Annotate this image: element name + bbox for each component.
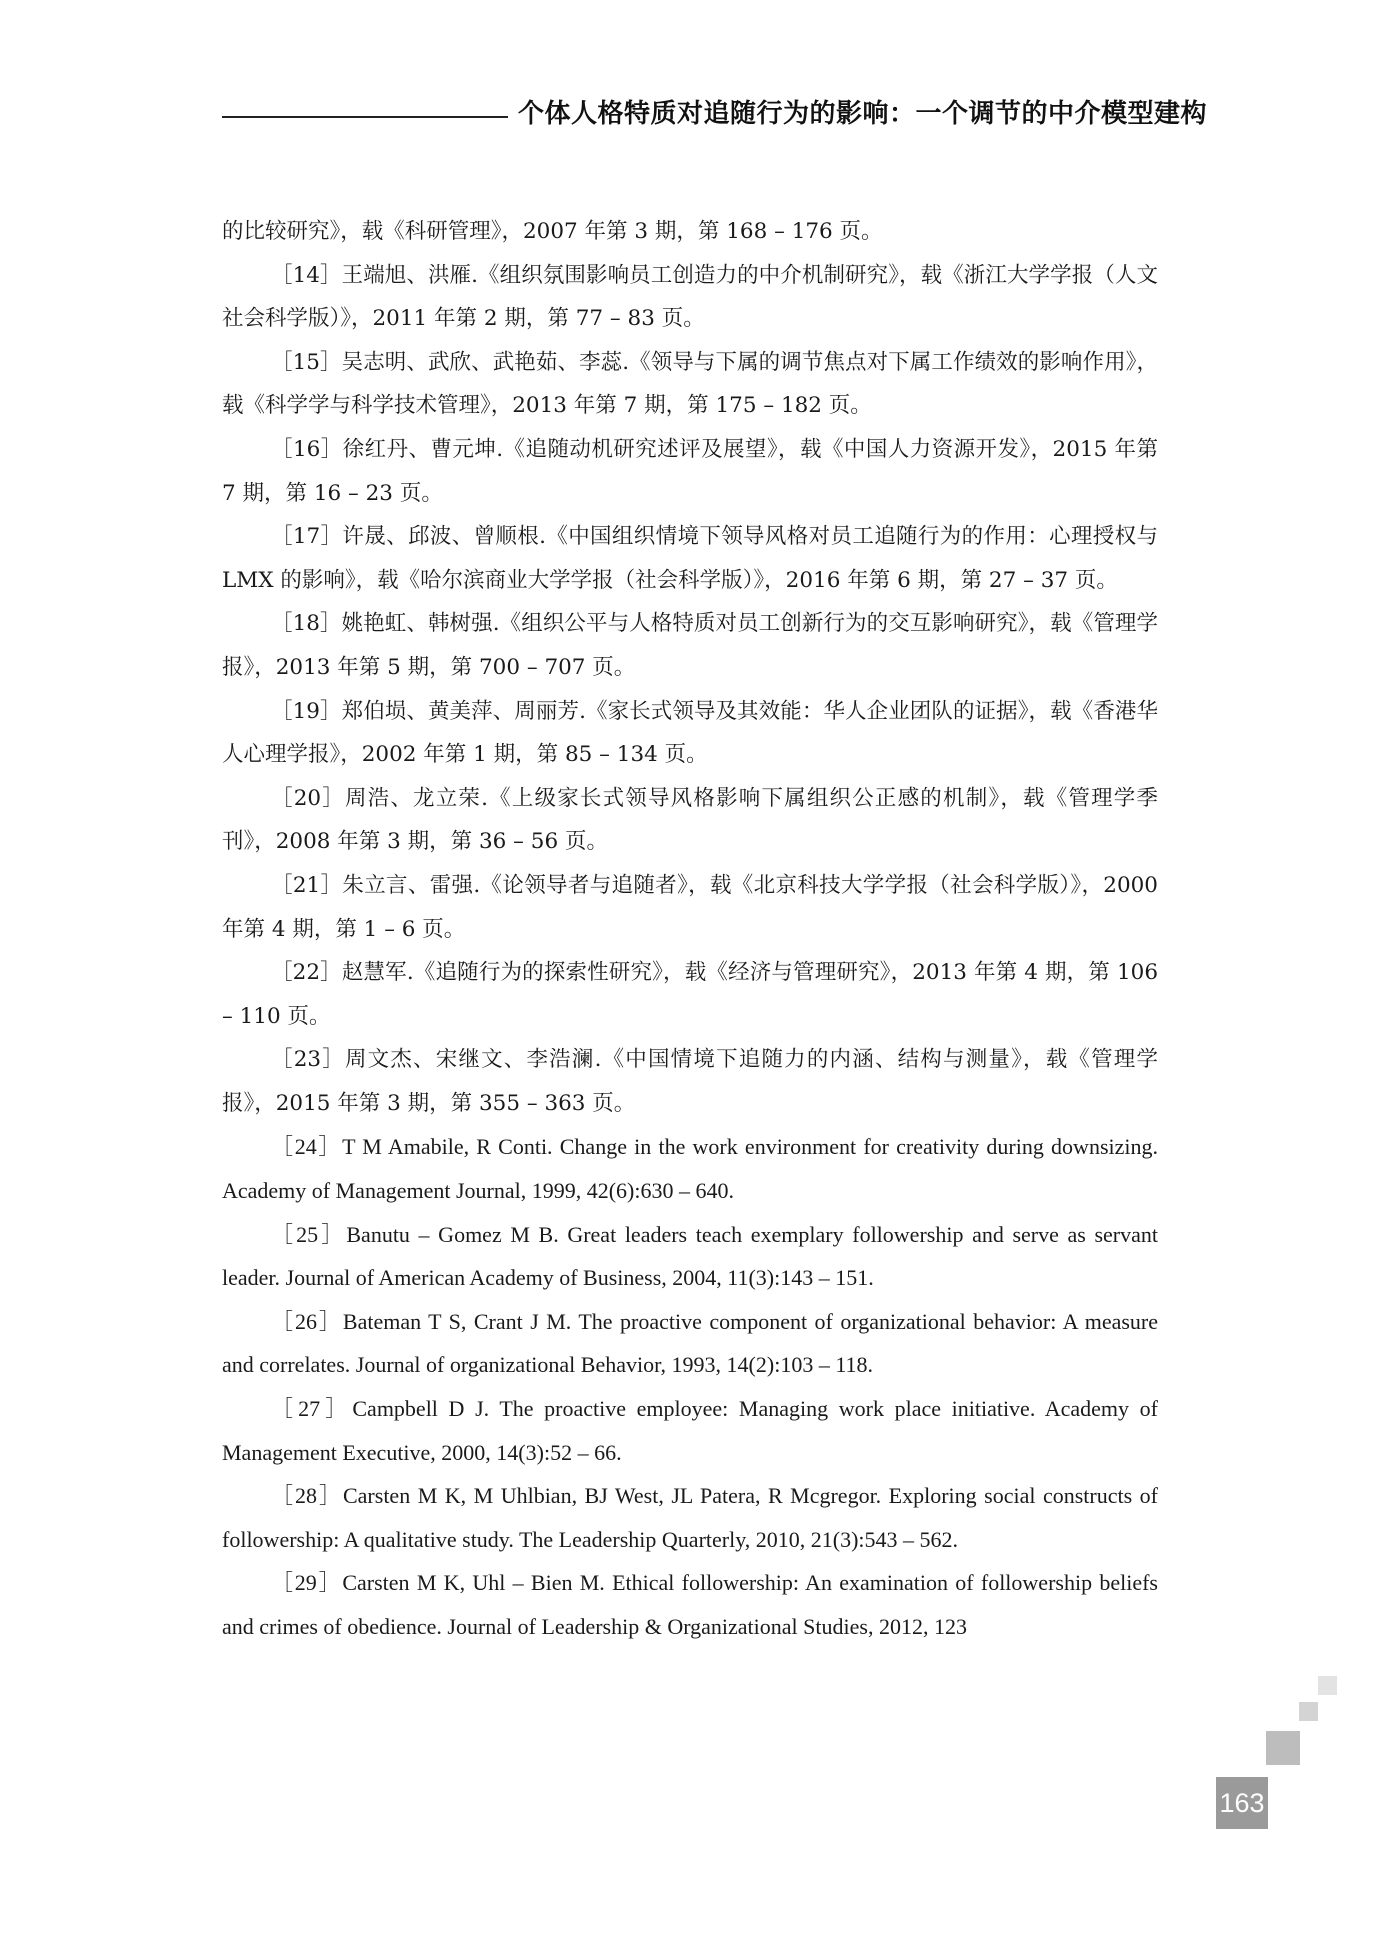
reference-item: ［28］Carsten M K, M Uhlbian, BJ West, JL Patera, R Mcgregor. Exploring social constructs of followership: A qualitative study. The Leadership Quarterly, 2010, 21(3):543 – 562.: [222, 1483, 1158, 1552]
reference-item: ［27］Campbell D J. The proactive employee: Managing work place initiative. Academy of Management Executive, 2000, 14(3):52 – 66.: [222, 1396, 1158, 1465]
reference-list: [222, 210, 1158, 1649]
reference-item: ［26］Bateman T S, Crant J M. The proactive component of organizational behavior: A measure and correlates. Journal of organizational Behavior, 1993, 14(2):103 – 118.: [222, 1308, 1158, 1378]
reference-item: ［23］周文杰、宋继文、李浩澜.《中国情境下追随力的内涵、结构与测量》，载《管理学报》，2015 年第 3 期，第 355 – 363 页。: [222, 1047, 1158, 1116]
decorative-square-small: [1318, 1676, 1337, 1695]
decorative-square-large: [1266, 1731, 1300, 1765]
reference-item: ［29］Carsten M K, Uhl – Bien M. Ethical followership: An examination of followership beliefs and crimes of obedience. Journal of Leadership & Organizational Studies, 2012, 123: [222, 1570, 1158, 1639]
reference-item: ［14］王端旭、洪雁.《组织氛围影响员工创造力的中介机制研究》，载《浙江大学学报（人文社会科学版）》，2011 年第 2 期，第 77 – 83 页。: [222, 262, 1158, 332]
reference-item: ［17］许晟、邱波、曾顺根.《中国组织情境下领导风格对员工追随行为的作用：心理授权与 LMX 的影响》，载《哈尔滨商业大学学报（社会科学版）》，2016 年第 6 期，第 27 – 37 页。: [222, 524, 1158, 593]
reference-item: ［15］吴志明、武欣、武艳茹、李蕊.《领导与下属的调节焦点对下属工作绩效的影响作用》，载《科学学与科学技术管理》，2013 年第 7 期，第 175 – 182 页。: [222, 349, 1158, 419]
decorative-square-medium: [1299, 1702, 1318, 1721]
reference-item: ［16］徐红丹、曹元坤.《追随动机研究述评及展望》，载《中国人力资源开发》，2015 年第 7 期，第 16 – 23 页。: [222, 436, 1158, 506]
page-number: 163: [1216, 1777, 1268, 1829]
running-title: 个体人格特质对追随行为的影响：一个调节的中介模型建构: [518, 99, 1208, 129]
header-rule: [222, 116, 508, 118]
reference-item: ［21］朱立言、雷强.《论领导者与追随者》，载《北京科技大学学报（社会科学版）》，2000 年第 4 期，第 1 – 6 页。: [222, 872, 1158, 942]
reference-item: ［20］周浩、龙立荣.《上级家长式领导风格影响下属组织公正感的机制》，载《管理学季刊》，2008 年第 3 期，第 36 – 56 页。: [222, 785, 1158, 855]
reference-item: ［18］姚艳虹、韩树强.《组织公平与人格特质对员工创新行为的交互影响研究》，载《管理学报》，2013 年第 5 期，第 700 – 707 页。: [222, 611, 1158, 680]
reference-item: ［22］赵慧军.《追随行为的探索性研究》，载《经济与管理研究》，2013 年第 4 期，第 106 – 110 页。: [222, 960, 1158, 1029]
reference-item: ［25］Banutu – Gomez M B. Great leaders teach exemplary followership and serve as servant leader. Journal of American Academy of Business, 2004, 11(3):143 – 151.: [222, 1221, 1158, 1291]
reference-item: 的比较研究》，载《科研管理》，2007 年第 3 期，第 168 – 176 页。: [222, 219, 883, 244]
reference-item: ［24］T M Amabile, R Conti. Change in the work environment for creativity during downsizing. Academy of Management Journal, 1999, 42(6):630 – 640.: [222, 1134, 1158, 1204]
reference-item: ［19］郑伯埙、黄美萍、周丽芳.《家长式领导及其效能：华人企业团队的证据》，载《香港华人心理学报》，2002 年第 1 期，第 85 – 134 页。: [222, 698, 1158, 768]
